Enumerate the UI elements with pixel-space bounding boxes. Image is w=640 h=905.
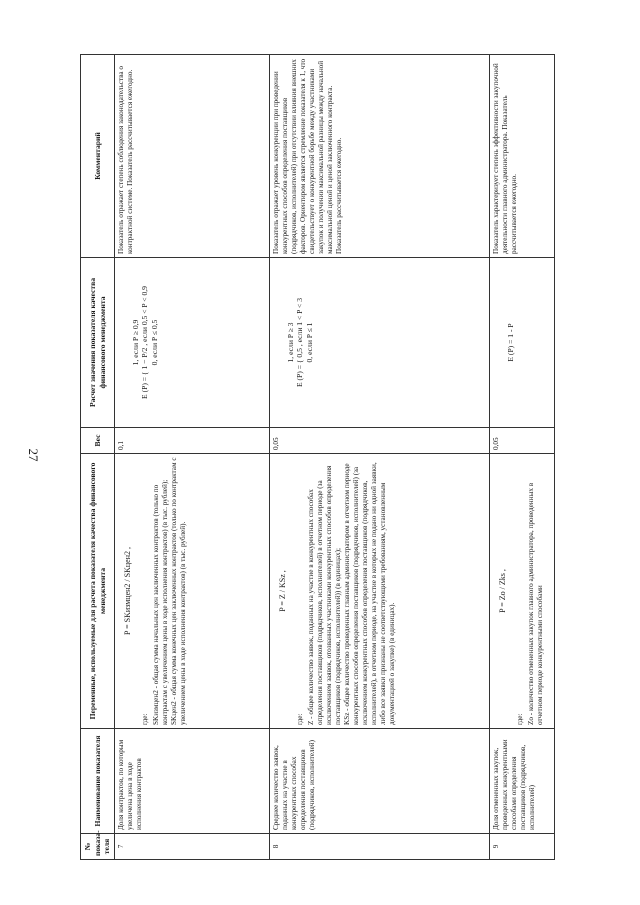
row-var: SKцен2 - общая сумма конечных цен заключенных контрактов (только по контрактам с увеличением цены в ходе исполнения контрактов) (в тыс. рублей). (170, 457, 187, 725)
row-vars (490, 454, 555, 729)
calc-line: 1, если P ≥ 3 (286, 322, 295, 363)
row-where: где: (296, 713, 304, 725)
header-comment: Комментарий (81, 55, 115, 258)
row-num: 8 (270, 834, 490, 860)
row-var: Z - общее количество заявок, поданных на участие в конкурентных способах определения поставщиков (подрядчиков, исполнителей) в отчетном периоде (за исключением заявок, отозванных участниками конкурентных способов определения поставщиков (подрядчиков, исполнителей)) (в единицах); (307, 465, 342, 725)
header-calc: Расчет значения показателя качества финансового менеджмента (81, 258, 115, 428)
table-row (115, 55, 270, 860)
row-where: где: (141, 713, 149, 725)
table-header-row (81, 55, 115, 860)
header-name: Наименование показателя (81, 729, 115, 834)
header-weight: Вес (81, 428, 115, 454)
page-number: 27 (26, 448, 41, 462)
row-calc (490, 258, 555, 428)
row-comment: Показатель отражает уровень конкуренции при проведении конкурентных способов определения поставщиков (подрядчиков, исполнителей) при отсутствии влияния внешних факторов. Ориентиром является стремление показателя к 1, что свидетельствует о конкурентной борьбе между участниками закупок и получении максимальной разницы между начальной максимальной ценой и ценой заключенного контракта. Показатель рассчитывается ежегодно. (270, 55, 490, 258)
row-weight: 0,05 (490, 428, 555, 454)
row-num: 7 (115, 834, 270, 860)
header-num: № показа-теля (81, 834, 115, 860)
header-vars: Переменные, используемые для расчета показателя качества финансового менеджмента (81, 454, 115, 729)
calc-line: E (P) = 1 - P (506, 323, 515, 362)
table-row (270, 55, 490, 860)
row-calc (270, 258, 490, 428)
calc-line: 0, если P ≤ 1 (304, 322, 314, 363)
table-row (490, 55, 555, 860)
row-name: Доля отмененных закупок, проведенных конкурентными способами определения поставщиков (подрядчиков, исполнителей) (490, 729, 555, 834)
row-weight: 0,05 (270, 428, 490, 454)
row-name: Доля контрактов, по которым увеличена цена в ходе исполнения контрактов (115, 729, 270, 834)
calc-line: E (P) = { 1 − P/2 , если 0,5 < P < 0,9 (140, 286, 150, 399)
indicators-table-sheet (80, 55, 555, 860)
row-num: 9 (490, 834, 555, 860)
row-formula: P = SKизмцен2 / SKцен2 , (123, 547, 132, 635)
row-var: Zo - количество отмененных закупок главного администратора, проведенных в отчетном периоде конкурентными способами (527, 482, 544, 725)
row-vars (270, 454, 490, 729)
row-formula: P = Zo / Zks , (498, 569, 507, 613)
row-comment: Показатель характеризует степень эффективности закупочной деятельности главного администратора. Показатель рассчитывается ежегодно. (490, 55, 555, 258)
row-var: KSz - общее количество проведенных главным администратором в отчетном периоде конкурентных способов определения поставщиков (подрядчиков, исполнителей) (за исключением конкурентных способов определения поставщиков (подрядчиков, исполнителей), в отчетном периоде, на участие в которых не подано ни одной заявки, либо все заявки признаны не соответствующими требованиям, установленным документацией о закупке) (в единицах). (343, 462, 396, 725)
calc-line: 1, если P ≥ 0,9 (131, 319, 140, 366)
calc-line: E (P) = { 0,5 , если 1 < P < 3 (295, 298, 305, 388)
row-comment: Показатель отражает степень соблюдения законодательства о контрактной системе. Показатель рассчитывается ежегодно. (115, 55, 270, 258)
row-weight: 0,1 (115, 428, 270, 454)
row-vars (115, 454, 270, 729)
calc-line: 0, если P ≤ 0,5 (149, 319, 159, 366)
row-calc (115, 258, 270, 428)
indicators-table (80, 54, 555, 860)
row-where: где: (516, 713, 524, 725)
row-formula: P = Z / KSz , (278, 570, 287, 612)
row-var: SKизмцен2 - общая сумма начальных цен заключенных контрактов (только по контрактам с увеличением цены в ходе исполнения контрактов) (в тыс. рублей); (152, 479, 169, 725)
row-name: Среднее количество заявок, поданных на участие в конкурентных способах определения поставщиков (подрядчиков, исполнителей) (270, 729, 490, 834)
